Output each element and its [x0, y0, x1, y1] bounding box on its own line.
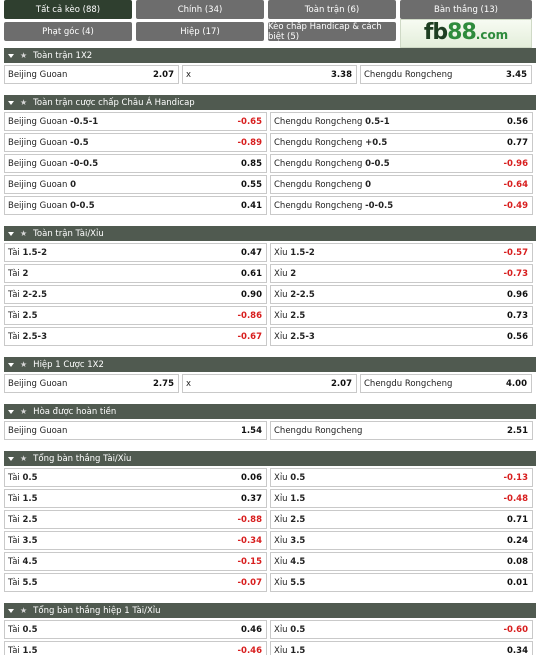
odds-rows — [4, 468, 536, 597]
odds-rows — [4, 374, 536, 398]
handicap-line: 1.5 — [22, 645, 38, 655]
handicap-line: 4.5 — [22, 556, 38, 567]
selection-label — [186, 70, 191, 80]
selection-name: Xỉu — [274, 472, 288, 483]
odds-cell[interactable] — [4, 327, 267, 346]
selection-label — [274, 426, 362, 436]
selection-name: x — [186, 69, 192, 80]
handicap-line: 0-0.5 — [70, 200, 95, 211]
selection-label — [274, 557, 305, 567]
selection-label — [274, 201, 393, 211]
odds-value: 0.24 — [507, 535, 528, 546]
odds-row — [4, 641, 536, 655]
selection-label — [8, 379, 67, 389]
odds-row — [4, 285, 536, 306]
selection-label — [274, 515, 305, 525]
selection-label — [364, 70, 452, 80]
odds-cell[interactable] — [270, 468, 533, 487]
selection-label — [8, 138, 89, 148]
selection-name: Tài — [8, 535, 20, 546]
odds-cell[interactable] — [270, 133, 533, 152]
favorite-star-icon[interactable]: ★ — [20, 51, 28, 60]
selection-label — [274, 138, 387, 148]
tab-handicap[interactable]: Kèo chấp Handicap & cách biệt (5) — [268, 22, 396, 41]
selection-name: Tài — [8, 472, 20, 483]
handicap-line: 2.5-3 — [22, 331, 47, 342]
odds-cell[interactable] — [4, 489, 267, 508]
selection-name: Tài — [8, 268, 20, 279]
selection-name: Tài — [8, 310, 20, 321]
handicap-line: -0.5-1 — [70, 116, 99, 127]
odds-row — [4, 175, 536, 196]
selection-name: Xỉu — [274, 624, 288, 635]
selection-name: Xỉu — [274, 289, 288, 300]
selection-name: Tài — [8, 247, 20, 258]
odds-value: 1.54 — [241, 425, 262, 436]
odds-value: 0.85 — [241, 158, 262, 169]
selection-label — [8, 159, 98, 169]
section-header[interactable] — [4, 226, 536, 241]
selection-label — [274, 332, 315, 342]
odds-row — [4, 573, 536, 594]
odds-cell[interactable] — [4, 421, 267, 440]
selection-label — [8, 473, 38, 483]
odds-cell[interactable] — [270, 421, 533, 440]
selection-label — [8, 269, 28, 279]
handicap-line: 2-2.5 — [290, 289, 315, 300]
handicap-line: +0.5 — [365, 137, 388, 148]
selection-name: Tài — [8, 556, 20, 567]
selection-name: Beijing Guoan — [8, 158, 68, 169]
selection-name: Xỉu — [274, 310, 288, 321]
odds-value: -0.96 — [503, 158, 528, 169]
odds-cell[interactable] — [4, 112, 267, 131]
odds-value: 2.07 — [153, 69, 174, 80]
odds-cell[interactable] — [4, 510, 267, 529]
odds-row — [4, 510, 536, 531]
selection-label — [274, 646, 305, 655]
section-title: Toàn trận cược chấp Châu Á Handicap — [33, 97, 195, 108]
selection-name: Chengdu Rongcheng — [274, 116, 363, 127]
handicap-line: 1.5 — [290, 493, 306, 504]
selection-name: Xỉu — [274, 331, 288, 342]
odds-row — [4, 196, 536, 217]
selection-name: Tài — [8, 624, 20, 635]
odds-value: -0.15 — [237, 556, 262, 567]
handicap-line: 1.5 — [22, 493, 38, 504]
odds-row — [4, 327, 536, 348]
selection-name: Xỉu — [274, 493, 288, 504]
odds-value: -0.46 — [237, 645, 262, 655]
selection-label — [274, 180, 371, 190]
odds-rows — [4, 243, 536, 351]
odds-value: -0.57 — [503, 247, 528, 258]
handicap-line: 3.5 — [22, 535, 38, 546]
odds-cell[interactable] — [270, 154, 533, 173]
odds-value: -0.07 — [237, 577, 262, 588]
favorite-star-icon[interactable]: ★ — [20, 407, 28, 416]
odds-value: 4.00 — [506, 378, 527, 389]
odds-value: -0.67 — [237, 331, 262, 342]
selection-label — [274, 290, 315, 300]
odds-row — [4, 552, 536, 573]
odds-cell[interactable] — [4, 573, 267, 592]
logo-wordmark — [423, 19, 509, 46]
odds-value: -0.88 — [237, 514, 262, 525]
selection-label — [8, 180, 76, 190]
logo-88-text: 88 — [447, 19, 476, 45]
selection-label — [274, 311, 305, 321]
odds-cell[interactable] — [270, 620, 533, 639]
odds-value: 3.38 — [331, 69, 352, 80]
selection-name: Beijing Guoan — [8, 69, 68, 80]
selection-label — [274, 473, 305, 483]
handicap-line: 0.5 — [290, 472, 306, 483]
odds-value: 0.56 — [507, 331, 528, 342]
odds-value: -0.89 — [237, 137, 262, 148]
odds-value: 0.56 — [507, 116, 528, 127]
odds-row — [4, 620, 536, 641]
handicap-line: 0.5 — [22, 472, 38, 483]
odds-value: -0.86 — [237, 310, 262, 321]
selection-name: Tài — [8, 514, 20, 525]
favorite-star-icon[interactable]: ★ — [20, 229, 28, 238]
odds-row — [4, 112, 536, 133]
odds-value: -0.48 — [503, 493, 528, 504]
selection-name: Chengdu Rongcheng — [274, 200, 363, 211]
logo-fb-text: fb — [423, 19, 448, 45]
odds-cell[interactable] — [270, 285, 533, 304]
odds-value: 0.90 — [241, 289, 262, 300]
odds-rows — [4, 65, 536, 89]
odds-value: 3.45 — [506, 69, 527, 80]
selection-name: Tài — [8, 493, 20, 504]
handicap-line: 1.5-2 — [22, 247, 47, 258]
selection-name: Beijing Guoan — [8, 200, 68, 211]
selection-label — [186, 379, 191, 389]
selection-label — [8, 578, 38, 588]
odds-row — [4, 154, 536, 175]
logo-com-text: .com — [475, 27, 509, 42]
odds-cell[interactable] — [4, 374, 179, 393]
favorite-star-icon[interactable]: ★ — [20, 606, 28, 615]
handicap-line: 2.5-3 — [290, 331, 315, 342]
handicap-line: 2.5 — [290, 310, 306, 321]
handicap-line: -0.5 — [70, 137, 89, 148]
odds-value: 0.77 — [507, 137, 528, 148]
odds-row — [4, 65, 536, 86]
handicap-line: 5.5 — [290, 577, 306, 588]
selection-name: Chengdu Rongcheng — [364, 378, 453, 389]
odds-row — [4, 306, 536, 327]
handicap-line: 4.5 — [290, 556, 306, 567]
odds-cell[interactable] — [182, 374, 357, 393]
collapse-caret-icon[interactable] — [8, 54, 14, 58]
odds-value: 0.73 — [507, 310, 528, 321]
section-title: Toàn trận 1X2 — [33, 50, 93, 61]
odds-value: 0.96 — [507, 289, 528, 300]
selection-label — [8, 426, 67, 436]
odds-value: 0.61 — [241, 268, 262, 279]
selection-name: Chengdu Rongcheng — [274, 179, 363, 190]
odds-value: -0.73 — [503, 268, 528, 279]
odds-value: 2.51 — [507, 425, 528, 436]
handicap-line: 3.5 — [290, 535, 306, 546]
odds-row — [4, 489, 536, 510]
handicap-line: 0 — [365, 179, 372, 190]
handicap-line: -0-0.5 — [365, 200, 394, 211]
selection-label — [8, 646, 38, 655]
odds-cell[interactable] — [360, 374, 532, 393]
selection-label — [8, 625, 38, 635]
selection-label — [8, 311, 38, 321]
odds-value: 0.08 — [507, 556, 528, 567]
selection-label — [8, 515, 38, 525]
odds-value: 0.46 — [241, 624, 262, 635]
handicap-line: 2.5 — [22, 514, 38, 525]
section-title: Hiệp 1 Cược 1X2 — [33, 359, 104, 370]
selection-name: Chengdu Rongcheng — [274, 158, 363, 169]
odds-cell[interactable] — [4, 264, 267, 283]
selection-label — [8, 201, 95, 211]
handicap-line: 2.5 — [22, 310, 38, 321]
selection-name: Xỉu — [274, 268, 288, 279]
selection-name: Chengdu Rongcheng — [364, 69, 453, 80]
section-title: Hòa được hoàn tiền — [33, 406, 117, 417]
odds-cell[interactable] — [270, 175, 533, 194]
handicap-line: 0-0.5 — [365, 158, 390, 169]
market-tabs — [4, 0, 532, 45]
handicap-line: -0-0.5 — [70, 158, 99, 169]
selection-name: Beijing Guoan — [8, 116, 68, 127]
odds-cell[interactable] — [270, 641, 533, 655]
tab-goals[interactable]: Bàn thắng (13) — [400, 0, 532, 19]
selection-label — [8, 248, 47, 258]
collapse-caret-icon[interactable] — [8, 410, 14, 414]
collapse-caret-icon[interactable] — [8, 609, 14, 613]
odds-value: -0.60 — [503, 624, 528, 635]
odds-cell[interactable] — [270, 243, 533, 262]
odds-rows — [4, 421, 536, 445]
odds-value: -0.65 — [237, 116, 262, 127]
selection-label — [8, 536, 38, 546]
collapse-caret-icon[interactable] — [8, 363, 14, 367]
collapse-caret-icon[interactable] — [8, 232, 14, 236]
odds-cell[interactable] — [270, 531, 533, 550]
odds-row — [4, 531, 536, 552]
selection-label — [274, 578, 305, 588]
favorite-star-icon[interactable]: ★ — [20, 98, 28, 107]
section-title: Tổng bàn thắng hiệp 1 Tài/Xỉu — [33, 605, 161, 616]
selection-label — [8, 494, 38, 504]
odds-cell[interactable] — [4, 641, 267, 655]
tab-half[interactable]: Hiệp (17) — [136, 22, 264, 41]
selection-name: Chengdu Rongcheng — [274, 137, 363, 148]
markets-list — [4, 48, 536, 655]
odds-value: 0.34 — [507, 645, 528, 655]
odds-cell[interactable] — [4, 243, 267, 262]
selection-name: Xỉu — [274, 514, 288, 525]
odds-value: 0.01 — [507, 577, 528, 588]
handicap-line: 2 — [290, 268, 297, 279]
section-header[interactable] — [4, 603, 536, 618]
selection-label — [8, 290, 47, 300]
odds-row — [4, 243, 536, 264]
handicap-line: 5.5 — [22, 577, 38, 588]
selection-label — [274, 625, 305, 635]
odds-row — [4, 374, 536, 395]
odds-rows — [4, 112, 536, 220]
odds-value: -0.49 — [503, 200, 528, 211]
odds-value: 0.37 — [241, 493, 262, 504]
odds-value: -0.13 — [503, 472, 528, 483]
odds-cell[interactable] — [270, 264, 533, 283]
selection-label — [274, 117, 390, 127]
odds-cell[interactable] — [360, 65, 532, 84]
section-header[interactable] — [4, 451, 536, 466]
selection-label — [8, 332, 47, 342]
odds-cell[interactable] — [4, 306, 267, 325]
odds-row — [4, 468, 536, 489]
odds-cell[interactable] — [270, 552, 533, 571]
odds-value: 2.07 — [331, 378, 352, 389]
selection-name: Tài — [8, 331, 20, 342]
handicap-line: 2.5 — [290, 514, 306, 525]
handicap-line: 1.5 — [290, 645, 306, 655]
handicap-line: 0.5-1 — [365, 116, 390, 127]
selection-name: Xỉu — [274, 556, 288, 567]
odds-cell[interactable] — [270, 573, 533, 592]
selection-name: x — [186, 378, 192, 389]
tab-corners[interactable]: Phạt góc (4) — [4, 22, 132, 41]
odds-cell[interactable] — [4, 154, 267, 173]
odds-cell[interactable] — [270, 112, 533, 131]
handicap-line: 2 — [22, 268, 29, 279]
selection-name: Beijing Guoan — [8, 179, 68, 190]
odds-cell[interactable] — [270, 489, 533, 508]
odds-cell[interactable] — [4, 552, 267, 571]
odds-row — [4, 264, 536, 285]
odds-cell[interactable] — [270, 510, 533, 529]
tab-main[interactable]: Chính (34) — [136, 0, 264, 19]
odds-value: -0.34 — [237, 535, 262, 546]
odds-value: 2.75 — [153, 378, 174, 389]
odds-cell[interactable] — [4, 196, 267, 215]
favorite-star-icon[interactable]: ★ — [20, 454, 28, 463]
selection-label — [274, 494, 305, 504]
selection-label — [274, 536, 305, 546]
selection-name: Tài — [8, 645, 20, 655]
selection-name: Xỉu — [274, 247, 288, 258]
selection-label — [364, 379, 452, 389]
odds-row — [4, 421, 536, 442]
odds-cell[interactable] — [270, 327, 533, 346]
selection-name: Tài — [8, 289, 20, 300]
odds-cell[interactable] — [4, 133, 267, 152]
selection-name: Beijing Guoan — [8, 425, 68, 436]
selection-name: Xỉu — [274, 535, 288, 546]
favorite-star-icon[interactable]: ★ — [20, 360, 28, 369]
odds-value: 0.47 — [241, 247, 262, 258]
section-header[interactable] — [4, 95, 536, 110]
handicap-line: 1.5-2 — [290, 247, 315, 258]
section-header[interactable] — [4, 404, 536, 419]
odds-cell[interactable] — [4, 65, 179, 84]
selection-label — [8, 557, 38, 567]
selection-label — [274, 269, 296, 279]
section-header[interactable] — [4, 48, 536, 63]
odds-cell[interactable] — [4, 468, 267, 487]
odds-value: 0.71 — [507, 514, 528, 525]
odds-value: 0.55 — [241, 179, 262, 190]
tab-full-time[interactable]: Toàn trận (6) — [268, 0, 396, 19]
section-title: Toàn trận Tài/Xỉu — [33, 228, 104, 239]
fb88-logo[interactable] — [400, 19, 532, 48]
selection-name: Beijing Guoan — [8, 378, 68, 389]
selection-name: Xỉu — [274, 645, 288, 655]
selection-label — [8, 117, 98, 127]
collapse-caret-icon[interactable] — [8, 457, 14, 461]
odds-cell[interactable] — [4, 620, 267, 639]
odds-cell[interactable] — [4, 531, 267, 550]
odds-value: 0.06 — [241, 472, 262, 483]
odds-cell[interactable] — [4, 285, 267, 304]
section-header[interactable] — [4, 357, 536, 372]
odds-row — [4, 133, 536, 154]
odds-rows — [4, 620, 536, 655]
odds-cell[interactable] — [270, 196, 533, 215]
handicap-line: 0 — [70, 179, 77, 190]
tab-all-markets[interactable]: Tất cả kèo (88) — [4, 0, 132, 19]
handicap-line: 0.5 — [290, 624, 306, 635]
selection-name: Tài — [8, 577, 20, 588]
selection-name: Beijing Guoan — [8, 137, 68, 148]
collapse-caret-icon[interactable] — [8, 101, 14, 105]
odds-value: 0.41 — [241, 200, 262, 211]
selection-label — [274, 248, 315, 258]
selection-name: Chengdu Rongcheng — [274, 425, 363, 436]
section-title: Tổng bàn thắng Tài/Xỉu — [33, 453, 132, 464]
selection-name: Xỉu — [274, 577, 288, 588]
selection-label — [274, 159, 390, 169]
odds-cell[interactable] — [270, 306, 533, 325]
handicap-line: 0.5 — [22, 624, 38, 635]
handicap-line: 2-2.5 — [22, 289, 47, 300]
odds-cell[interactable] — [182, 65, 357, 84]
selection-label — [8, 70, 67, 80]
odds-value: -0.64 — [503, 179, 528, 190]
odds-cell[interactable] — [4, 175, 267, 194]
